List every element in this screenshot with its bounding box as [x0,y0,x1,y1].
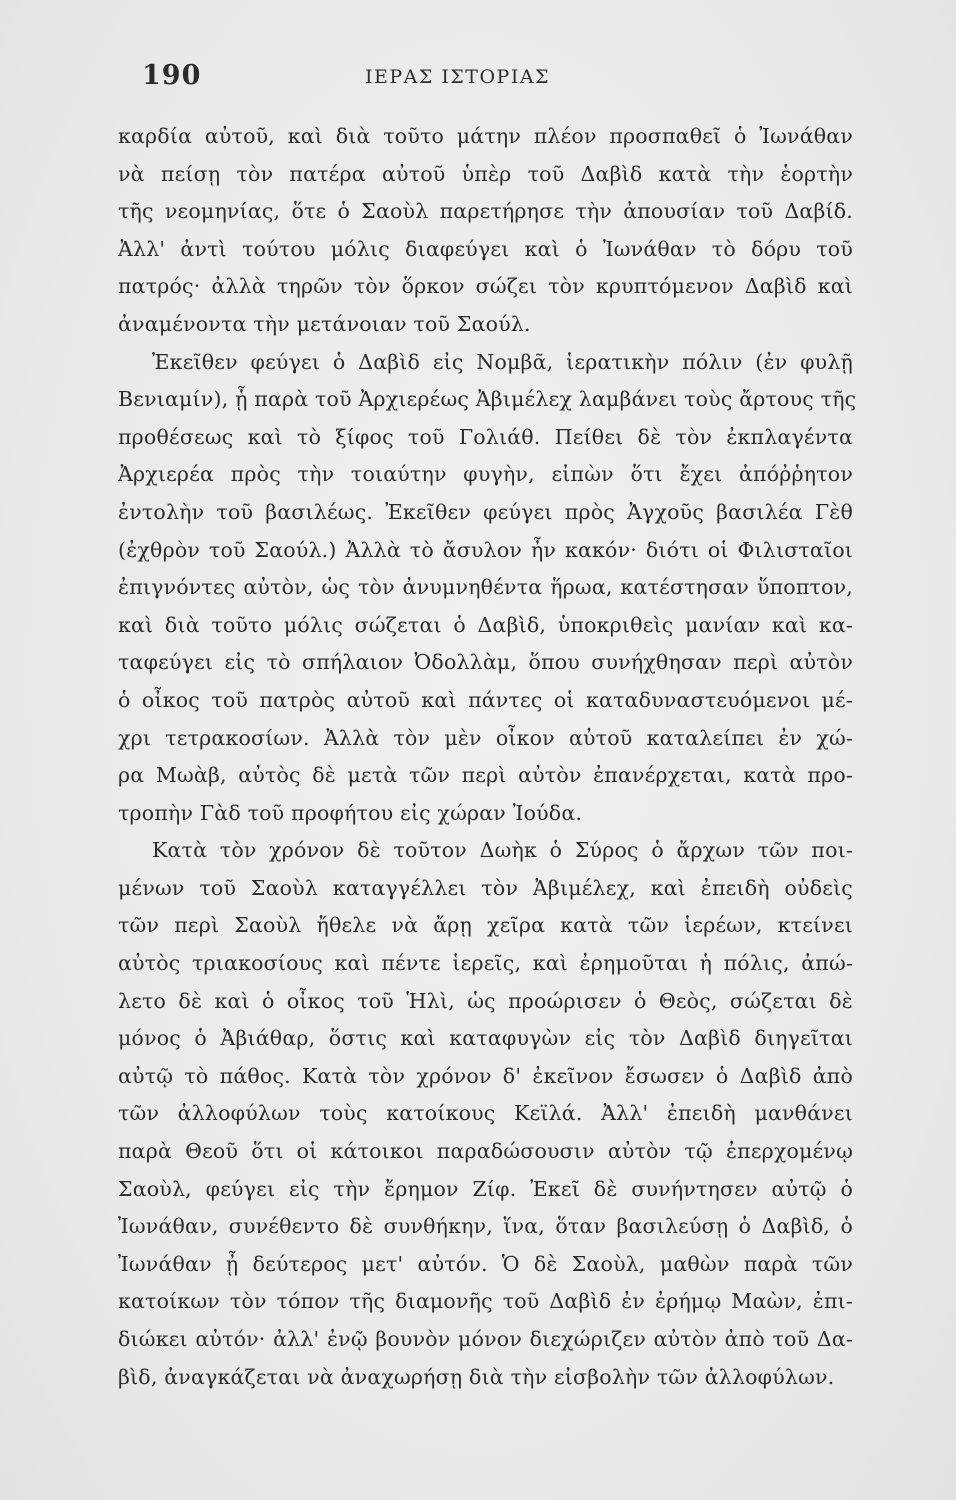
text-line: (ἐχθρὸν τοῦ Σαούλ.) Ἀλλὰ τὸ ἄσυλον ἦν κακόν· διότι οἱ Φιλισταῖοι [118,537,853,562]
text-line: παρὰ Θεοῦ ὅτι οἱ κάτοικοι παραδώσουσιν αὐτὸν τῷ ἐπερχομένῳ [118,1139,853,1164]
text-line: ταφεύγει εἰς τὸ σπήλαιον Ὀδολλὰμ, ὅπου συνήχθησαν περὶ αὐτὸν [118,650,853,675]
text-line: ἀναμένοντα τὴν μετάνοιαν τοῦ Σαούλ. [118,311,531,336]
text-line: καρδία αὐτοῦ, καὶ διὰ τοῦτο μάτην πλέον προσπαθεῖ ὁ Ἰωνάθαν [118,124,853,148]
text-line: νὰ πείσῃ τὸν πατέρα αὐτοῦ ὑπὲρ τοῦ Δαβὶδ κατὰ τὴν ἑορτὴν [118,161,853,186]
text-line: τροπὴν Γὰδ τοῦ προφήτου εἰς χώραν Ἰούδα. [118,800,583,825]
page-header [142,60,842,100]
text-line: προθέσεως καὶ τὸ ξίφος τοῦ Γολιάθ. Πείθει δὲ τὸν ἐκπλαγέντα [118,424,853,449]
text-line: αὐτὸς τριακοσίους καὶ πέντε ἱερεῖς, καὶ ἐρημοῦται ἡ πόλις, ἀπώ- [118,951,853,976]
text-line: βὶδ, ἀναγκάζεται νὰ ἀναχωρήσῃ διὰ τὴν εἰσβολὴν τῶν ἀλλοφύλων. [118,1364,835,1389]
text-line: Βενιαμίν), ᾗ παρὰ τοῦ Ἀρχιερέως Ἀβιμέλεχ λαμβάνει τοὺς ἄρτους τῆς [118,387,857,412]
text-line: καὶ διὰ τοῦτο μόλις σώζεται ὁ Δαβὶδ, ὑποκριθεὶς μανίαν καὶ κα- [118,612,853,637]
text-line: ἐπιγνόντες αὐτὸν, ὡς τὸν ἀνυμνηθέντα ἥρωα, κατέστησαν ὕποπτον, [118,575,853,600]
text-line: τῆς νεομηνίας, ὅτε ὁ Σαοὺλ παρετήρησε τὴν ἀπουσίαν τοῦ Δαβίδ. [118,199,853,224]
text-line: ρα Μωὰβ, αὐτὸς δὲ μετὰ τῶν περὶ αὐτὸν ἐπανέρχεται, κατὰ προ- [118,763,853,788]
text-line: Σαοὺλ, φεύγει εἰς τὴν ἔρημον Ζίφ. Ἐκεῖ δὲ συνήντησεν αὐτῷ ὁ [118,1176,853,1201]
paragraph-start-line: Ἐκεῖθεν φεύγει ὁ Δαβὶδ εἰς Νομβᾶ, ἱερατικὴν πόλιν (ἐν φυλῇ [152,349,853,374]
text-line: Ἀλλ' ἀντὶ τούτου μόλις διαφεύγει καὶ ὁ Ἰωνάθαν τὸ δόρυ τοῦ [118,236,853,261]
text-line: ὁ οἶκος τοῦ πατρὸς αὐτοῦ καὶ πάντες οἱ καταδυναστευόμενοι μέ- [118,687,853,712]
text-line: πατρός· ἀλλὰ τηρῶν τὸν ὅρκον σώζει τὸν κρυπτόμενον Δαβὶδ καὶ [118,274,853,299]
text-line: αὐτῷ τὸ πάθος. Κατὰ τὸν χρόνον δ' ἐκεῖνον ἔσωσεν ὁ Δαβὶδ ἀπὸ [118,1063,853,1088]
text-line: διώκει αὐτόν· ἀλλ' ἐνῷ βουνὸν μόνον διεχώριζεν αὐτὸν ἀπὸ τοῦ Δα- [118,1327,853,1351]
text-line: τῶν περὶ Σαοὺλ ἤθελε νὰ ἄρῃ χεῖρα κατὰ τῶν ἱερέων, κτείνει [118,913,853,938]
text-line: τῶν ἀλλοφύλων τοὺς κατοίκους Κεϊλά. Ἀλλ' ἐπειδὴ μανθάνει [118,1101,853,1126]
text-line: χρι τετρακοσίων. Ἀλλὰ τὸν μὲν οἶκον αὐτοῦ καταλείπει ἐν χώ- [118,725,853,750]
running-head: ΙΕΡΑΣ ΙΣΤΟΡΙΑΣ [365,66,550,88]
text-line: Ἀρχιερέα πρὸς τὴν τοιαύτην φυγὴν, εἰπὼν ὅτι ἔχει ἀπόῤῥητον [118,462,853,487]
page-number: 190 [142,60,202,91]
text-line: ἐντολὴν τοῦ βασιλέως. Ἐκεῖθεν φεύγει πρὸς Ἀγχοῦς βασιλέα Γὲθ [118,499,853,524]
text-line: Ἰωνάθαν ᾖ δεύτερος μετ' αὐτόν. Ὁ δὲ Σαοὺλ, μαθὼν παρὰ τῶν [118,1251,853,1276]
body-text [118,118,857,1396]
text-line: λετο δὲ καὶ ὁ οἶκος τοῦ Ἡλὶ, ὡς προώρισεν ὁ Θεὸς, σώζεται δὲ [118,988,853,1013]
paragraph-start-line: Κατὰ τὸν χρόνον δὲ τοῦτον Δωὴκ ὁ Σύρος ὁ ἄρχων τῶν ποι- [152,838,853,863]
text-line: κατοίκων τὸν τόπον τῆς διαμονῆς τοῦ Δαβὶδ ἐν ἐρήμῳ Μαὼν, ἐπι- [118,1289,853,1314]
text-line: Ἰωνάθαν, συνέθεντο δὲ συνθήκην, ἵνα, ὅταν βασιλεύσῃ ὁ Δαβὶδ, ὁ [118,1214,853,1239]
text-line: μόνος ὁ Ἀβιάθαρ, ὅστις καὶ καταφυγὼν εἰς τὸν Δαβὶδ διηγεῖται [118,1026,853,1051]
text-line: μένων τοῦ Σαοὺλ καταγγέλλει τὸν Ἀβιμέλεχ, καὶ ἐπειδὴ οὐδεὶς [118,875,853,900]
